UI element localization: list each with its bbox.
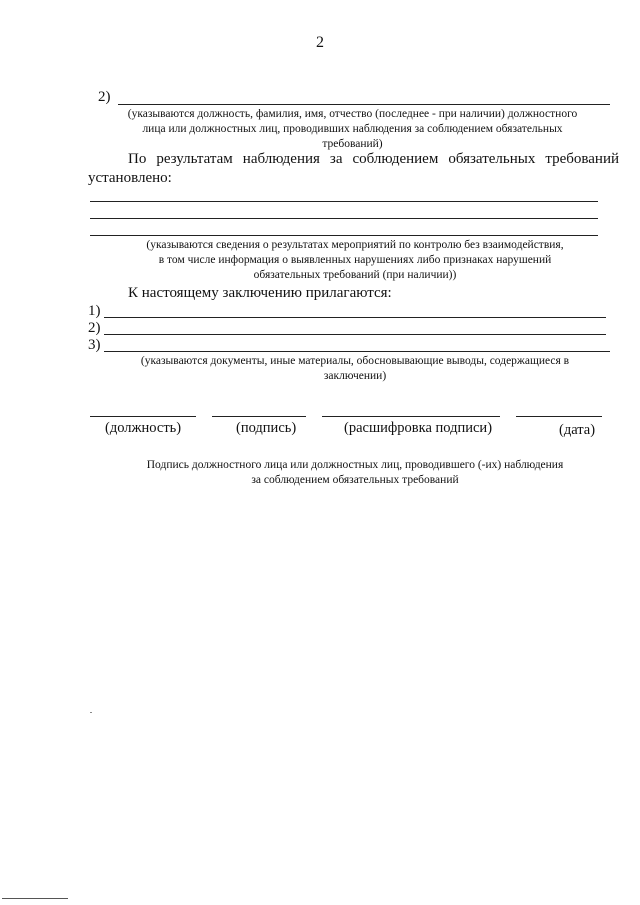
- position-line: [90, 416, 196, 417]
- results-fill-line-3: [90, 235, 598, 236]
- item-2-caption-line-1: (указываются должность, фамилия, имя, отчество (последнее - при наличии) должностного: [127, 108, 578, 120]
- signature-line: [212, 416, 306, 417]
- results-caption-line-2: в том числе информация о выявленных нарушениях либо признаках нарушений: [158, 254, 552, 266]
- scan-speck: [90, 712, 92, 713]
- item-2-caption: [80, 107, 625, 152]
- signature-note: [90, 458, 620, 488]
- item-2-caption-line-2: лица или должностных лиц, проводивших наблюдения за соблюдением обязательных: [142, 123, 563, 135]
- position-label: (должность): [105, 420, 182, 436]
- signature-note-line-2: за соблюдением обязательных требований: [251, 474, 459, 486]
- page-number: 2: [316, 34, 324, 51]
- results-fill-line-1: [90, 201, 598, 202]
- item-2-number: 2): [98, 89, 111, 105]
- results-caption-line-3: обязательных требований (при наличии)): [253, 269, 457, 281]
- item-2-caption-line-3: требований): [322, 138, 383, 150]
- attachment-1-number: 1): [88, 303, 101, 319]
- attachments-caption-line-1: (указываются документы, иные материалы, обосновывающие выводы, содержащиеся в: [140, 355, 570, 367]
- signature-label: (подпись): [236, 420, 297, 436]
- results-caption: [90, 238, 620, 283]
- results-caption-line-1: (указываются сведения о результатах мероприятий по контролю без взаимодействия,: [146, 239, 564, 251]
- attachment-3-number: 3): [88, 337, 101, 353]
- date-line: [516, 416, 602, 417]
- results-paragraph-line-2: установлено:: [88, 170, 172, 186]
- results-paragraph-line-1: По результатам наблюдения за соблюдением обязательных требований: [128, 151, 619, 167]
- decoding-label: (расшифровка подписи): [344, 420, 493, 436]
- item-2-fill-line: [118, 104, 610, 105]
- results-fill-line-2: [90, 218, 598, 219]
- page-edge-mark: [2, 898, 68, 899]
- attachment-1-line: [104, 317, 606, 318]
- signature-note-line-1: Подпись должностного лица или должностных лиц, проводившего (-их) наблюдения: [146, 459, 564, 471]
- attachment-3-line: [104, 351, 610, 352]
- attachment-2-line: [104, 334, 606, 335]
- attachments-caption-line-2: заключении): [323, 370, 387, 382]
- date-label: (дата): [559, 422, 596, 438]
- attachments-caption: [90, 354, 620, 384]
- attachments-heading: К настоящему заключению прилагаются:: [128, 285, 392, 301]
- attachment-2-number: 2): [88, 320, 101, 336]
- decoding-line: [322, 416, 500, 417]
